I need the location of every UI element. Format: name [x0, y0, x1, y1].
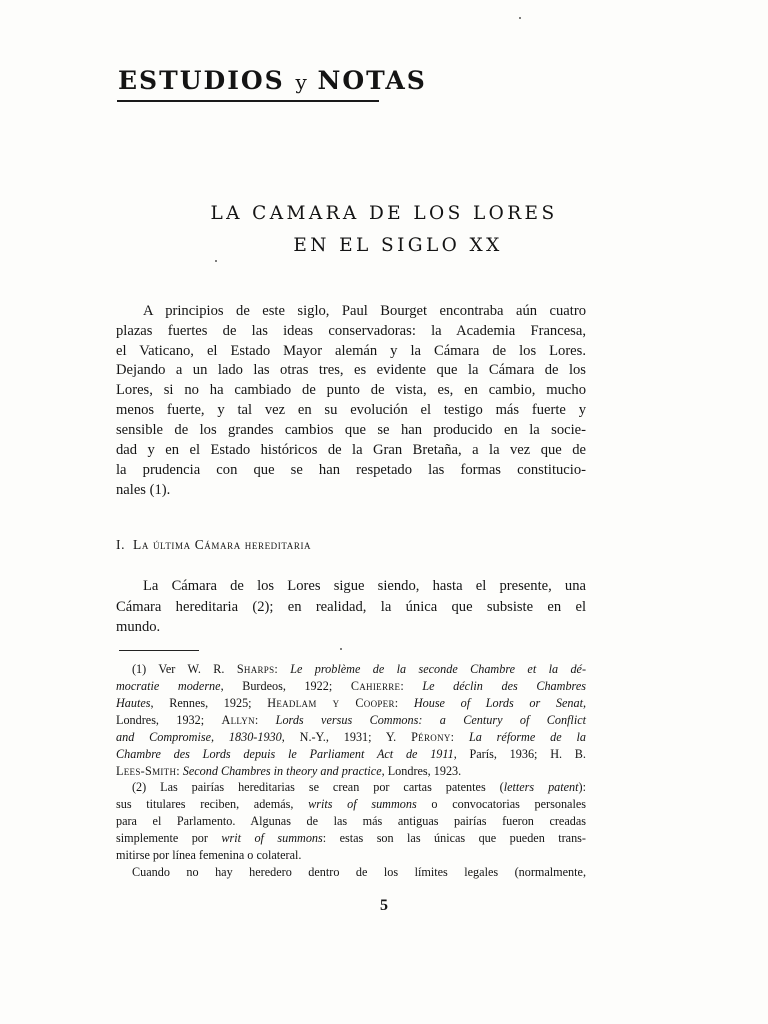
paragraph-line: Cámara hereditaria (2); en realidad, la única que subsiste en el: [116, 599, 586, 615]
paragraph-line: menos fuerte, y tal vez en su evolución el testigo más fuerte y: [116, 402, 586, 418]
paragraph-line: el Vaticano, el Estado Mayor alemán y la Cámara de los Lores.: [116, 343, 586, 359]
paragraph-line: la prudencia con que se han respetado las formas constitucio-: [116, 462, 586, 478]
paragraph-line: plazas fuertes de las ideas conservadoras: la Academia Francesa,: [116, 323, 586, 339]
footnote-line: para el Parlamento. Algunas de las más antiguas pairías fueron creadas: [116, 814, 586, 828]
page-number: 5: [380, 897, 388, 914]
article-title-line2: EN EL SIGLO XX: [293, 235, 503, 256]
article-title-line1: LA CAMARA DE LOS LORES: [210, 203, 558, 224]
footnote-line: mitirse por línea femenina o colateral.: [116, 848, 302, 862]
footnote-line: simplemente por writ of summons: estas son las únicas que pueden trans-: [116, 831, 586, 845]
footnote-line: (1) Ver W. R. Sharps: Le problème de la seconde Chambre et la dé-: [132, 662, 587, 676]
paragraph-line: mundo.: [116, 619, 161, 635]
scan-speck: [215, 260, 217, 262]
section-heading-title: La última Cámara hereditaria: [133, 537, 312, 552]
paragraph-line: Lores, si no ha cambiado de punto de vista, es, en cambio, mucho: [116, 382, 586, 398]
footnote-line: sus titulares reciben, además, writs of summons o convocatorias personales: [116, 797, 586, 811]
paragraph-line: dad y en el Estado históricos de la Gran Bretaña, a la vez que de: [116, 442, 586, 458]
scan-speck: [340, 648, 342, 650]
footnote-line: Chambre des Lords depuis le Parliament Act de 1911, París, 1936; H. B.: [116, 747, 586, 761]
scan-speck: [519, 17, 521, 19]
paragraph-line: La Cámara de los Lores sigue siendo, hasta el presente, una: [143, 578, 586, 594]
paragraph-line: sensible de los grandes cambios que se han producido en la socie-: [116, 422, 586, 438]
paragraph-line: nales (1).: [116, 482, 171, 498]
paragraph-line: A principios de este siglo, Paul Bourget encontraba aún cuatro: [143, 303, 586, 319]
footnote-line: Londres, 1932; Allyn: Lords versus Commons: a Century of Conflict: [116, 713, 586, 727]
footnote-line: (2) Las pairías hereditarias se crean por cartas patentes (letters patent):: [132, 780, 586, 794]
section-header-word2: NOTAS: [317, 66, 427, 95]
header-rule: [117, 100, 379, 102]
footnote-line: and Compromise, 1830-1930, N.-Y., 1931; Y. Pérony: La réforme de la: [116, 730, 586, 744]
section-heading-number: I.: [116, 537, 126, 552]
footnote-line: Cuando no hay heredero dentro de los límites legales (normalmente,: [132, 865, 586, 879]
section-header-conjunction: y: [295, 70, 307, 94]
footnote-rule: [119, 650, 199, 651]
paragraph-line: Dejando a un lado las otras tres, es evidente que la Cámara de los: [116, 362, 586, 378]
footnote-line: Lees-Smith: Second Chambres in theory and practice, Londres, 1923.: [116, 764, 462, 778]
section-header-word1: ESTUDIOS: [118, 66, 285, 95]
section-header: [118, 64, 427, 99]
footnote-line: Hautes, Rennes, 1925; Headlam y Cooper: House of Lords or Senat,: [116, 696, 587, 710]
section-heading: [116, 537, 311, 553]
footnote-line: mocratie moderne, Burdeos, 1922; Cahierre: Le déclin des Chambres: [116, 679, 586, 693]
